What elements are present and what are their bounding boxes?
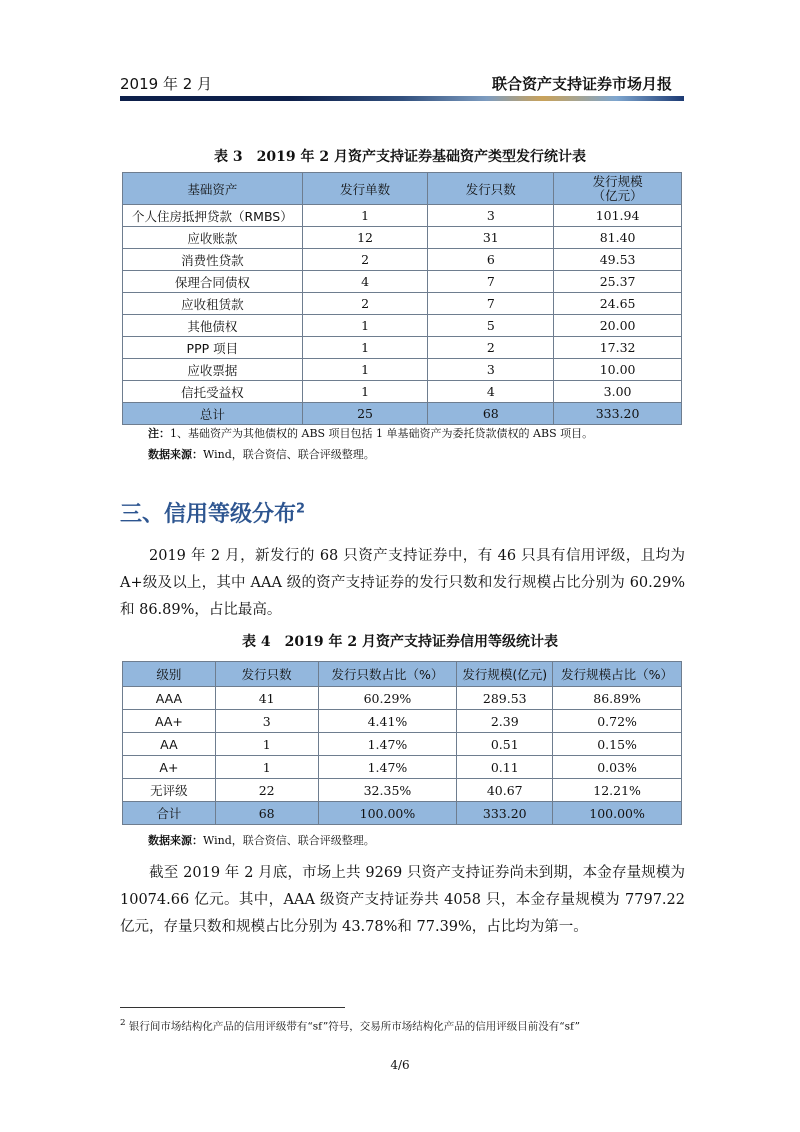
table4-total-cell: 68 [215,802,318,825]
table3-cell: 25.37 [554,271,682,293]
table4 [122,661,682,825]
table3-cell: 17.32 [554,337,682,359]
table4-cell: 289.53 [457,687,553,710]
header-report-title: 联合资产支持证券市场月报 [491,75,672,93]
table3-row [123,205,682,227]
table3-row [123,271,682,293]
table4-cell: 0.15% [553,733,682,756]
table4-cell: 1 [215,733,318,756]
table3-total-cell: 25 [302,403,428,425]
section-title-text: 三、信用等级分布 [120,502,297,527]
table4-cell: 12.21% [553,779,682,802]
table3-cell: 5 [428,315,554,337]
table4-row [123,733,682,756]
table4-row [123,710,682,733]
table3-cell: 2 [302,249,428,271]
table4-row [123,756,682,779]
table4-row-label: A+ [123,756,216,779]
table3-cell: 4 [302,271,428,293]
table3-cell: 31 [428,227,554,249]
table3-cell: 20.00 [554,315,682,337]
table3-header-row [123,173,682,205]
table4-cell: 0.03% [553,756,682,779]
table4-cell: 0.72% [553,710,682,733]
table4-cell: 32.35% [318,779,457,802]
table3 [122,172,682,425]
table4-col-header: 级别 [123,662,216,687]
table3-row [123,381,682,403]
table4-total-cell: 100.00% [553,802,682,825]
table3-note [148,425,593,441]
table3-cell: 3 [428,359,554,381]
table4-cell: 4.41% [318,710,457,733]
table3-total-row [123,403,682,425]
footnote-ref: 2 [296,501,306,517]
table3-cell: 101.94 [554,205,682,227]
table3-cell: 2 [428,337,554,359]
note-label: 注： [148,427,170,440]
source-label: 数据来源： [148,834,203,847]
table4-row [123,779,682,802]
table3-total-cell: 333.20 [554,403,682,425]
footnote [120,1018,580,1034]
table3-col-header: 基础资产 [123,173,303,205]
header-date: 2019 年 2 月 [120,75,213,93]
section-title [120,497,305,528]
table3-row [123,315,682,337]
table3-row [123,249,682,271]
source-text: Wind，联合资信、联合评级整理。 [203,834,375,847]
table4-row-label: AA [123,733,216,756]
table4-total-cell: 100.00% [318,802,457,825]
table4-header-row [123,662,682,687]
table4-caption: 表 4 2019 年 2 月资产支持证券信用等级统计表 [242,634,558,650]
table3-cell: 3 [428,205,554,227]
table3-cell: 1 [302,337,428,359]
section-paragraph-text: 2019 年 2 月，新发行的 68 只资产支持证券中，有 46 只具有信用评级，且均为 A+级及以上，其中 AAA 级的资产支持证券的发行只数和发行规模占比分别为 60.29%和 86.89%，占比最高。 [120,548,685,618]
table3-row [123,359,682,381]
stock-paragraph-text: 截至 2019 年 2 月底，市场上共 9269 只资产支持证券尚未到期，本金存量规模为 10074.66 亿元。其中，AAA 级资产支持证券共 4058 只，本金存量规模为 7797.22 亿元，存量只数和规模占比分别为 43.78%和 77.39%，占比均为第一。 [120,865,685,935]
table3-row-label: 其他债权 [123,315,303,337]
note-text: 1、基础资产为其他债权的 ABS 项目包括 1 单基础资产为委托贷款债权的 ABS 项目。 [170,427,594,440]
header-divider-bar [120,96,684,101]
table3-row-label: 应收租赁款 [123,293,303,315]
table3-row-label: 应收票据 [123,359,303,381]
table3-cell: 6 [428,249,554,271]
table3-caption: 表 3 2019 年 2 月资产支持证券基础资产类型发行统计表 [214,149,586,165]
table3-cell: 1 [302,359,428,381]
table3-cell: 24.65 [554,293,682,315]
table3-cell: 10.00 [554,359,682,381]
table3-row [123,293,682,315]
table4-cell: 22 [215,779,318,802]
table3-row-label: 消费性贷款 [123,249,303,271]
table4-cell: 0.51 [457,733,553,756]
table3-col-header: 发行单数 [302,173,428,205]
table3-cell: 4 [428,381,554,403]
table4-col-header: 发行只数 [215,662,318,687]
table3-cell: 49.53 [554,249,682,271]
table3-row [123,337,682,359]
table4-col-header: 发行规模(亿元) [457,662,553,687]
table4-cell: 60.29% [318,687,457,710]
table3-col-header: 发行规模 （亿元） [554,173,682,205]
source-label: 数据来源： [148,448,203,461]
table3-row-label: 应收账款 [123,227,303,249]
table3-cell: 81.40 [554,227,682,249]
table3-cell: 7 [428,271,554,293]
table4-total-row [123,802,682,825]
table3-col-header: 发行只数 [428,173,554,205]
table3-cell: 7 [428,293,554,315]
table4-col-header: 发行只数占比（%） [318,662,457,687]
table3-row-label: 信托受益权 [123,381,303,403]
table4-cell: 1 [215,756,318,779]
table4-cell: 41 [215,687,318,710]
table4-cell: 1.47% [318,733,457,756]
source-text: Wind，联合资信、联合评级整理。 [203,448,375,461]
table3-cell: 1 [302,205,428,227]
table3-total-label: 总计 [123,403,303,425]
table3-row-label: 个人住房抵押贷款（RMBS） [123,205,303,227]
table4-col-header: 发行规模占比（%） [553,662,682,687]
footnote-rule [120,1007,345,1008]
table3-source [148,446,375,462]
table4-cell: 1.47% [318,756,457,779]
table4-total-label: 合计 [123,802,216,825]
table3-row-label: PPP 项目 [123,337,303,359]
table3-cell: 2 [302,293,428,315]
footnote-text: 银行间市场结构化产品的信用评级带有“sf”符号，交易所市场结构化产品的信用评级目前没有“sf” [128,1020,580,1033]
table3-row-label: 保理合同债权 [123,271,303,293]
stock-paragraph [120,860,685,941]
table4-cell: 0.11 [457,756,553,779]
table3-cell: 1 [302,315,428,337]
table4-cell: 40.67 [457,779,553,802]
table4-row-label: 无评级 [123,779,216,802]
table3-cell: 3.00 [554,381,682,403]
table3-cell: 12 [302,227,428,249]
table4-row [123,687,682,710]
footnote-mark: 2 [120,1018,126,1028]
section-paragraph [120,543,685,624]
table3-cell: 1 [302,381,428,403]
table3-total-cell: 68 [428,403,554,425]
table4-total-cell: 333.20 [457,802,553,825]
table4-cell: 3 [215,710,318,733]
table4-row-label: AAA [123,687,216,710]
table4-cell: 2.39 [457,710,553,733]
page-number: 4/6 [390,1058,410,1072]
table3-row [123,227,682,249]
table4-row-label: AA+ [123,710,216,733]
table4-source [148,832,375,848]
table4-cell: 86.89% [553,687,682,710]
